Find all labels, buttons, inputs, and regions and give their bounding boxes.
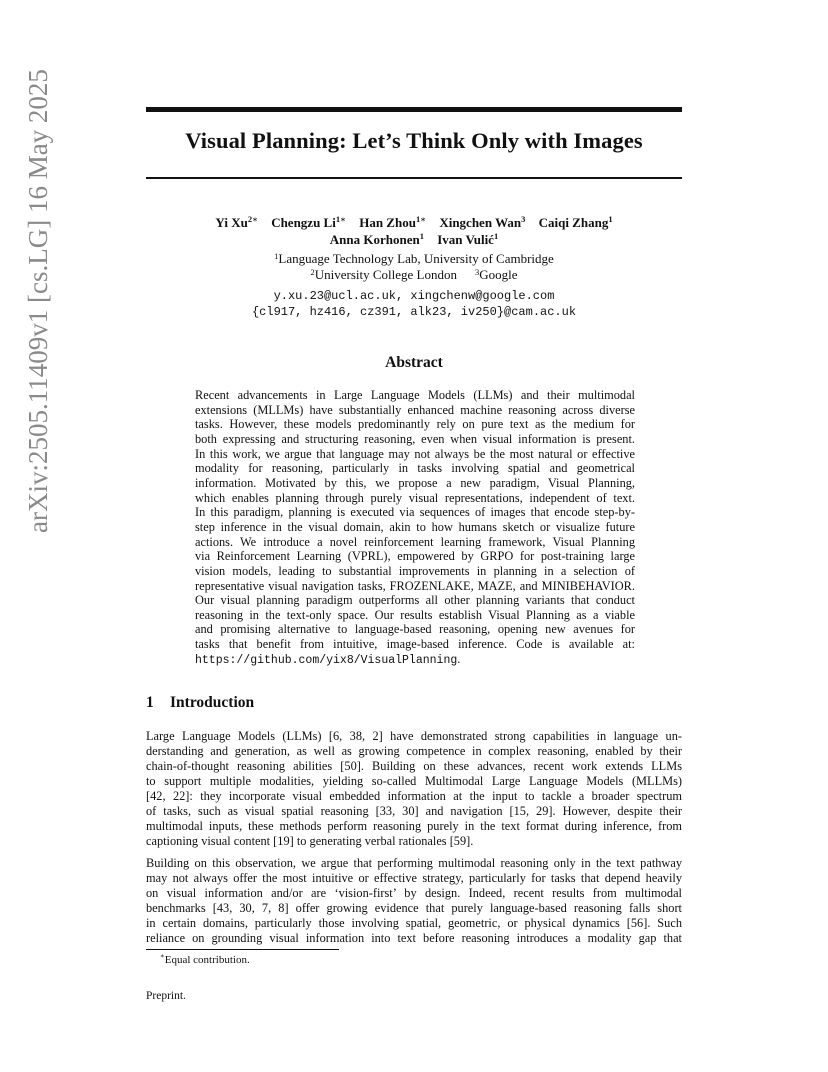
affiliation-2-3: $^2$University College London $^3$Google bbox=[310, 267, 518, 282]
email-line-1: y.xu.23@ucl.ac.uk, xingchenw@google.com bbox=[273, 289, 555, 303]
abstract-line: Recent advancements in Large Language Models (LLMs) and their multimodal bbox=[195, 388, 635, 402]
abstract-line: which enables planning through purely visual representations, independent of text. bbox=[195, 490, 635, 505]
author: Yi $Xu^{2∗}$ bbox=[215, 214, 258, 230]
intro-line: Large Language Models (LLMs) [6, 38, 2] have demonstrated strong capabilities in language un- bbox=[146, 729, 682, 743]
affiliation-1: $^1$Language Technology Lab, University of Cambridge bbox=[274, 251, 554, 266]
abstract-line: tasks that benefit from intuitive, image-based inference. Code is available at: bbox=[195, 637, 635, 652]
abstract-line: vision models, leading to substantial improvements in planning in a selection of bbox=[195, 563, 635, 578]
paper-title: Visual Planning: Let’s Think Only with Images bbox=[185, 128, 643, 153]
abstract-line: information. Motivated by this, we propose a new paradigm, Visual Planning, bbox=[195, 475, 635, 490]
author: Han Zhou$^{1∗}$ bbox=[359, 214, 427, 230]
code-link[interactable]: https://github.com/yix8/VisualPlanning bbox=[195, 653, 458, 667]
footer-preprint: Preprint. bbox=[146, 990, 186, 1002]
title-top-rule bbox=[146, 107, 682, 112]
intro-line: chain-of-thought reasoning abilities [50]. Building on these advances, recent work extends LLMs bbox=[146, 759, 682, 773]
author: Caiqi Zhang$^1$ bbox=[538, 214, 613, 230]
intro-line: captioning visual content [19] to generating verbal rationales [59]. bbox=[146, 834, 474, 848]
intro-line: derstanding and generation, as well as growing competence in complex reasoning, enabled by their bbox=[146, 744, 682, 758]
intro-line: on visual information and/or are ‘vision-first’ by design. Indeed, recent results from multimodal bbox=[146, 886, 682, 900]
abstract-line: In this paradigm, planning is executed via sequences of images that encode step-by- bbox=[195, 505, 635, 520]
footnote-rule bbox=[146, 949, 339, 950]
intro-line: in certain domains, particularly those involving spatial, geometric, or physical dynamics [56]. Such bbox=[146, 916, 682, 930]
intro-line: of tasks, such as visual spatial reasoning [33, 30] and navigation [15, 29]. However, despite their bbox=[146, 804, 682, 818]
abstract-line: and promising alternative to language-based reasoning, opening new avenues for bbox=[195, 622, 635, 637]
abstract-line: In this work, we argue that language may not always be the most natural or effective bbox=[195, 446, 635, 461]
intro-line: benchmarks [43, 30, 7, 8] offer growing evidence that purely language-based reasoning falls short bbox=[146, 901, 682, 915]
abstract-line: both expressing and structuring reasoning, even when visual information is present. bbox=[195, 432, 635, 446]
authors-line-2 bbox=[146, 231, 682, 248]
intro-line: [42, 22]: they incorporate visual embedded information at the input to tackle a broader spectrum bbox=[146, 789, 682, 803]
abstract-code-line: https://github.com/yix8/VisualPlanning. bbox=[195, 651, 461, 667]
abstract-line: actions. We introduce a novel reinforcement learning framework, Visual Planning bbox=[195, 534, 635, 549]
intro-line: may not always offer the most intuitive or effective strategy, particularly for tasks that depend heavily bbox=[146, 871, 682, 885]
abstract-line: via Reinforcement Learning (VPRL), empowered by GRPO for post-training large bbox=[195, 549, 635, 564]
abstract-line: tasks. However, these models predominantly rely on pure text as the medium for bbox=[195, 417, 635, 432]
author: Xingchen Wan$^3$ bbox=[439, 214, 526, 230]
author: Chengzu $Li^{1∗}$ bbox=[271, 214, 346, 230]
section-heading: 1 Introduction bbox=[146, 694, 255, 711]
footnote: ∗Equal contribution. bbox=[160, 952, 250, 966]
abstract-line: modality for reasoning, particularly in tasks involving spatial and geometrical bbox=[195, 461, 635, 476]
author-block bbox=[146, 214, 682, 248]
abstract-line: representative visual navigation tasks, FROZENLAKE, MAZE, and MINIBEHAVIOR. bbox=[195, 578, 635, 593]
intro-line: reliance on grounding visual information into text before reasoning introduces a modality gap that bbox=[146, 931, 682, 945]
abstract-line: step inference in the visual domain, akin to how humans sketch or visualize future bbox=[195, 519, 635, 534]
authors-line-1 bbox=[146, 214, 682, 231]
abstract-line: Our visual planning paradigm outperforms all other planning variants that conduct bbox=[195, 593, 635, 608]
abstract-line: extensions (MLLMs) have substantially enhanced machine reasoning across diverse bbox=[195, 402, 635, 417]
intro-line: multimodal inputs, these methods perform reasoning purely in the text format during inference, from bbox=[146, 819, 682, 833]
title-bottom-rule bbox=[146, 177, 682, 179]
author: Anna Korhonen$^1$ bbox=[329, 231, 424, 247]
author: Ivan Vulić$^1$ bbox=[437, 231, 499, 247]
intro-line: to support multiple modalities, yielding so-called Multimodal Large Language Models (MLLMs) bbox=[146, 774, 682, 788]
abstract-heading: Abstract bbox=[385, 354, 443, 371]
arxiv-side-stamp: arXiv:2505.11409v1 [cs.LG] 16 May 2025 bbox=[23, 69, 53, 533]
intro-line: Building on this observation, we argue that performing multimodal reasoning only in the text pathway bbox=[146, 856, 682, 870]
abstract-line: reasoning in the text-only space. Our results establish Visual Planning as a viable bbox=[195, 607, 635, 622]
email-line-2: {cl917, hz416, cz391, alk23, iv250}@cam.ac.uk bbox=[251, 305, 577, 319]
